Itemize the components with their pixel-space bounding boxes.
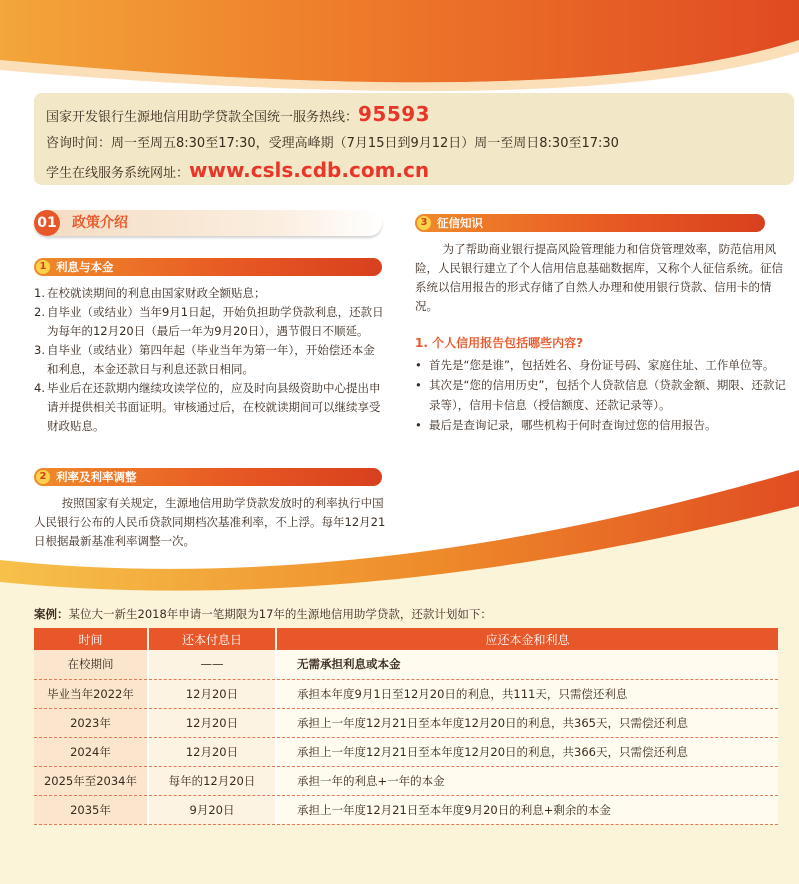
section-title: 政策介绍 [72,215,128,231]
cell-time: 2023年 [34,708,148,737]
column-header-due-date: 还本付息日 [148,628,276,650]
table-row [34,650,778,679]
hotline-label: 国家开发银行生源地信用助学贷款全国统一服务热线： [46,110,359,125]
cell-amount: 承担一年的利息+一年的本金 [276,766,778,795]
subsection-bar-rate [34,468,382,486]
case-text: 某位大一新生2018年申请一笔期限为17年的生源地信用助学贷款，还款计划如下： [68,607,492,621]
section-number-badge: 01 [34,210,60,236]
bullet-icon: • [415,358,422,372]
cell-time: 毕业当年2022年 [34,679,148,708]
cell-due-date: 12月20日 [148,737,276,766]
bullet-icon: • [415,378,422,392]
repayment-plan-table [34,628,778,825]
rate-paragraph: 按照国家有关规定，生源地信用助学贷款发放时的利率执行中国人民银行公布的人民币贷款同期档次基准利率，不上浮。每年12月21日根据最新基准利率调整一次。 [34,496,386,548]
list-item: 2. 自毕业（或结业）当年9月1日起，开始负担助学贷款利息，还款日为每年的12月20日（最后一年为9月20日），遇节假日不顺延。 [34,305,384,338]
hotline-number: 95593 [358,102,431,126]
cell-amount: 承担本年度9月1日至12月20日的利息，共111天，只需偿还利息 [276,679,778,708]
hotline-row [46,101,794,131]
cell-time: 在校期间 [34,650,148,679]
cell-amount: 无需承担利息或本金 [276,650,778,679]
table-header-row [34,628,778,650]
subsection-title: 利率及利率调整 [56,470,137,484]
subsection-title: 利息与本金 [56,260,114,274]
subsection-bar-interest [34,258,382,276]
policy-section-header [34,210,382,236]
subsection-number: 1 [36,260,50,274]
cell-time: 2024年 [34,737,148,766]
website-link[interactable]: www.csls.cdb.com.cn [189,158,430,182]
column-header-amount: 应还本金和利息 [276,628,778,650]
cell-due-date: 12月20日 [148,708,276,737]
cell-due-date: 12月20日 [148,679,276,708]
cell-amount: 承担上一年度12月21日至本年度12月20日的利息，共366天，只需偿还利息 [276,737,778,766]
credit-question-heading: 1. 个人信用报告包括哪些内容? [415,336,584,350]
subsection-number: 3 [417,216,431,230]
list-item: 4. 毕业后在还款期内继续攻读学位的，应及时向县级资助中心提出申请并提供相关书面证明。审核通过后，在校就读期间可以继续享受财政贴息。 [34,381,381,433]
bullet-icon: • [415,418,422,432]
hotline-info-box [34,93,794,185]
table-row [34,708,778,737]
table-row [34,795,778,824]
list-item: 1. 在校就读期间的利息由国家财政全额贴息； [34,286,266,300]
case-label: 案例： [34,607,69,621]
subsection-number: 2 [36,470,50,484]
column-header-time: 时间 [34,628,148,650]
cell-time: 2025年至2034年 [34,766,148,795]
table-row [34,766,778,795]
cell-amount: 承担上一年度12月21日至本年度12月20日的利息，共365天，只需偿还利息 [276,708,778,737]
service-hours: 咨询时间：周一至周五8:30至17:30，受理高峰期（7月15日到9月12日）周一至周日8:30至17:30 [46,136,619,151]
cell-due-date: —— [148,650,276,679]
cell-amount: 承担上一年度12月21日至本年度9月20日的利息+剩余的本金 [276,795,778,824]
interest-rules-list [34,284,386,436]
list-item: 3. 自毕业（或结业）第四年起（毕业当年为第一年），开始偿还本金和利息，本金还款日与利息还款日相同。 [34,343,375,376]
cell-time: 2035年 [34,795,148,824]
table-row [34,679,778,708]
website-row [46,157,794,187]
subsection-bar-credit [415,214,765,232]
list-item: • 首先是“您是谁”，包括姓名、身份证号码、家庭住址、工作单位等。 [415,355,787,375]
credit-intro-paragraph: 为了帮助商业银行提高风险管理能力和信贷管理效率，防范信用风险，人民银行建立了个人信用信息基础数据库，又称个人征信系统。征信系统以信用报告的形式存储了自然人办理和使用银行贷款、信用卡的情况。 [415,242,783,313]
list-item: • 最后是查询记录，哪些机构于何时查询过您的信用报告。 [415,415,787,435]
list-item: • 其次是“您的信用历史”，包括个人贷款信息（贷款金额、期限、还款记录等），信用卡信息（授信额度、还款记录等）。 [415,375,787,415]
case-description [34,606,492,622]
subsection-title: 征信知识 [437,216,483,230]
credit-report-bullets [415,355,787,435]
cell-due-date: 每年的12月20日 [148,766,276,795]
cell-due-date: 9月20日 [148,795,276,824]
website-label: 学生在线服务系统网址： [46,166,190,181]
table-row [34,737,778,766]
